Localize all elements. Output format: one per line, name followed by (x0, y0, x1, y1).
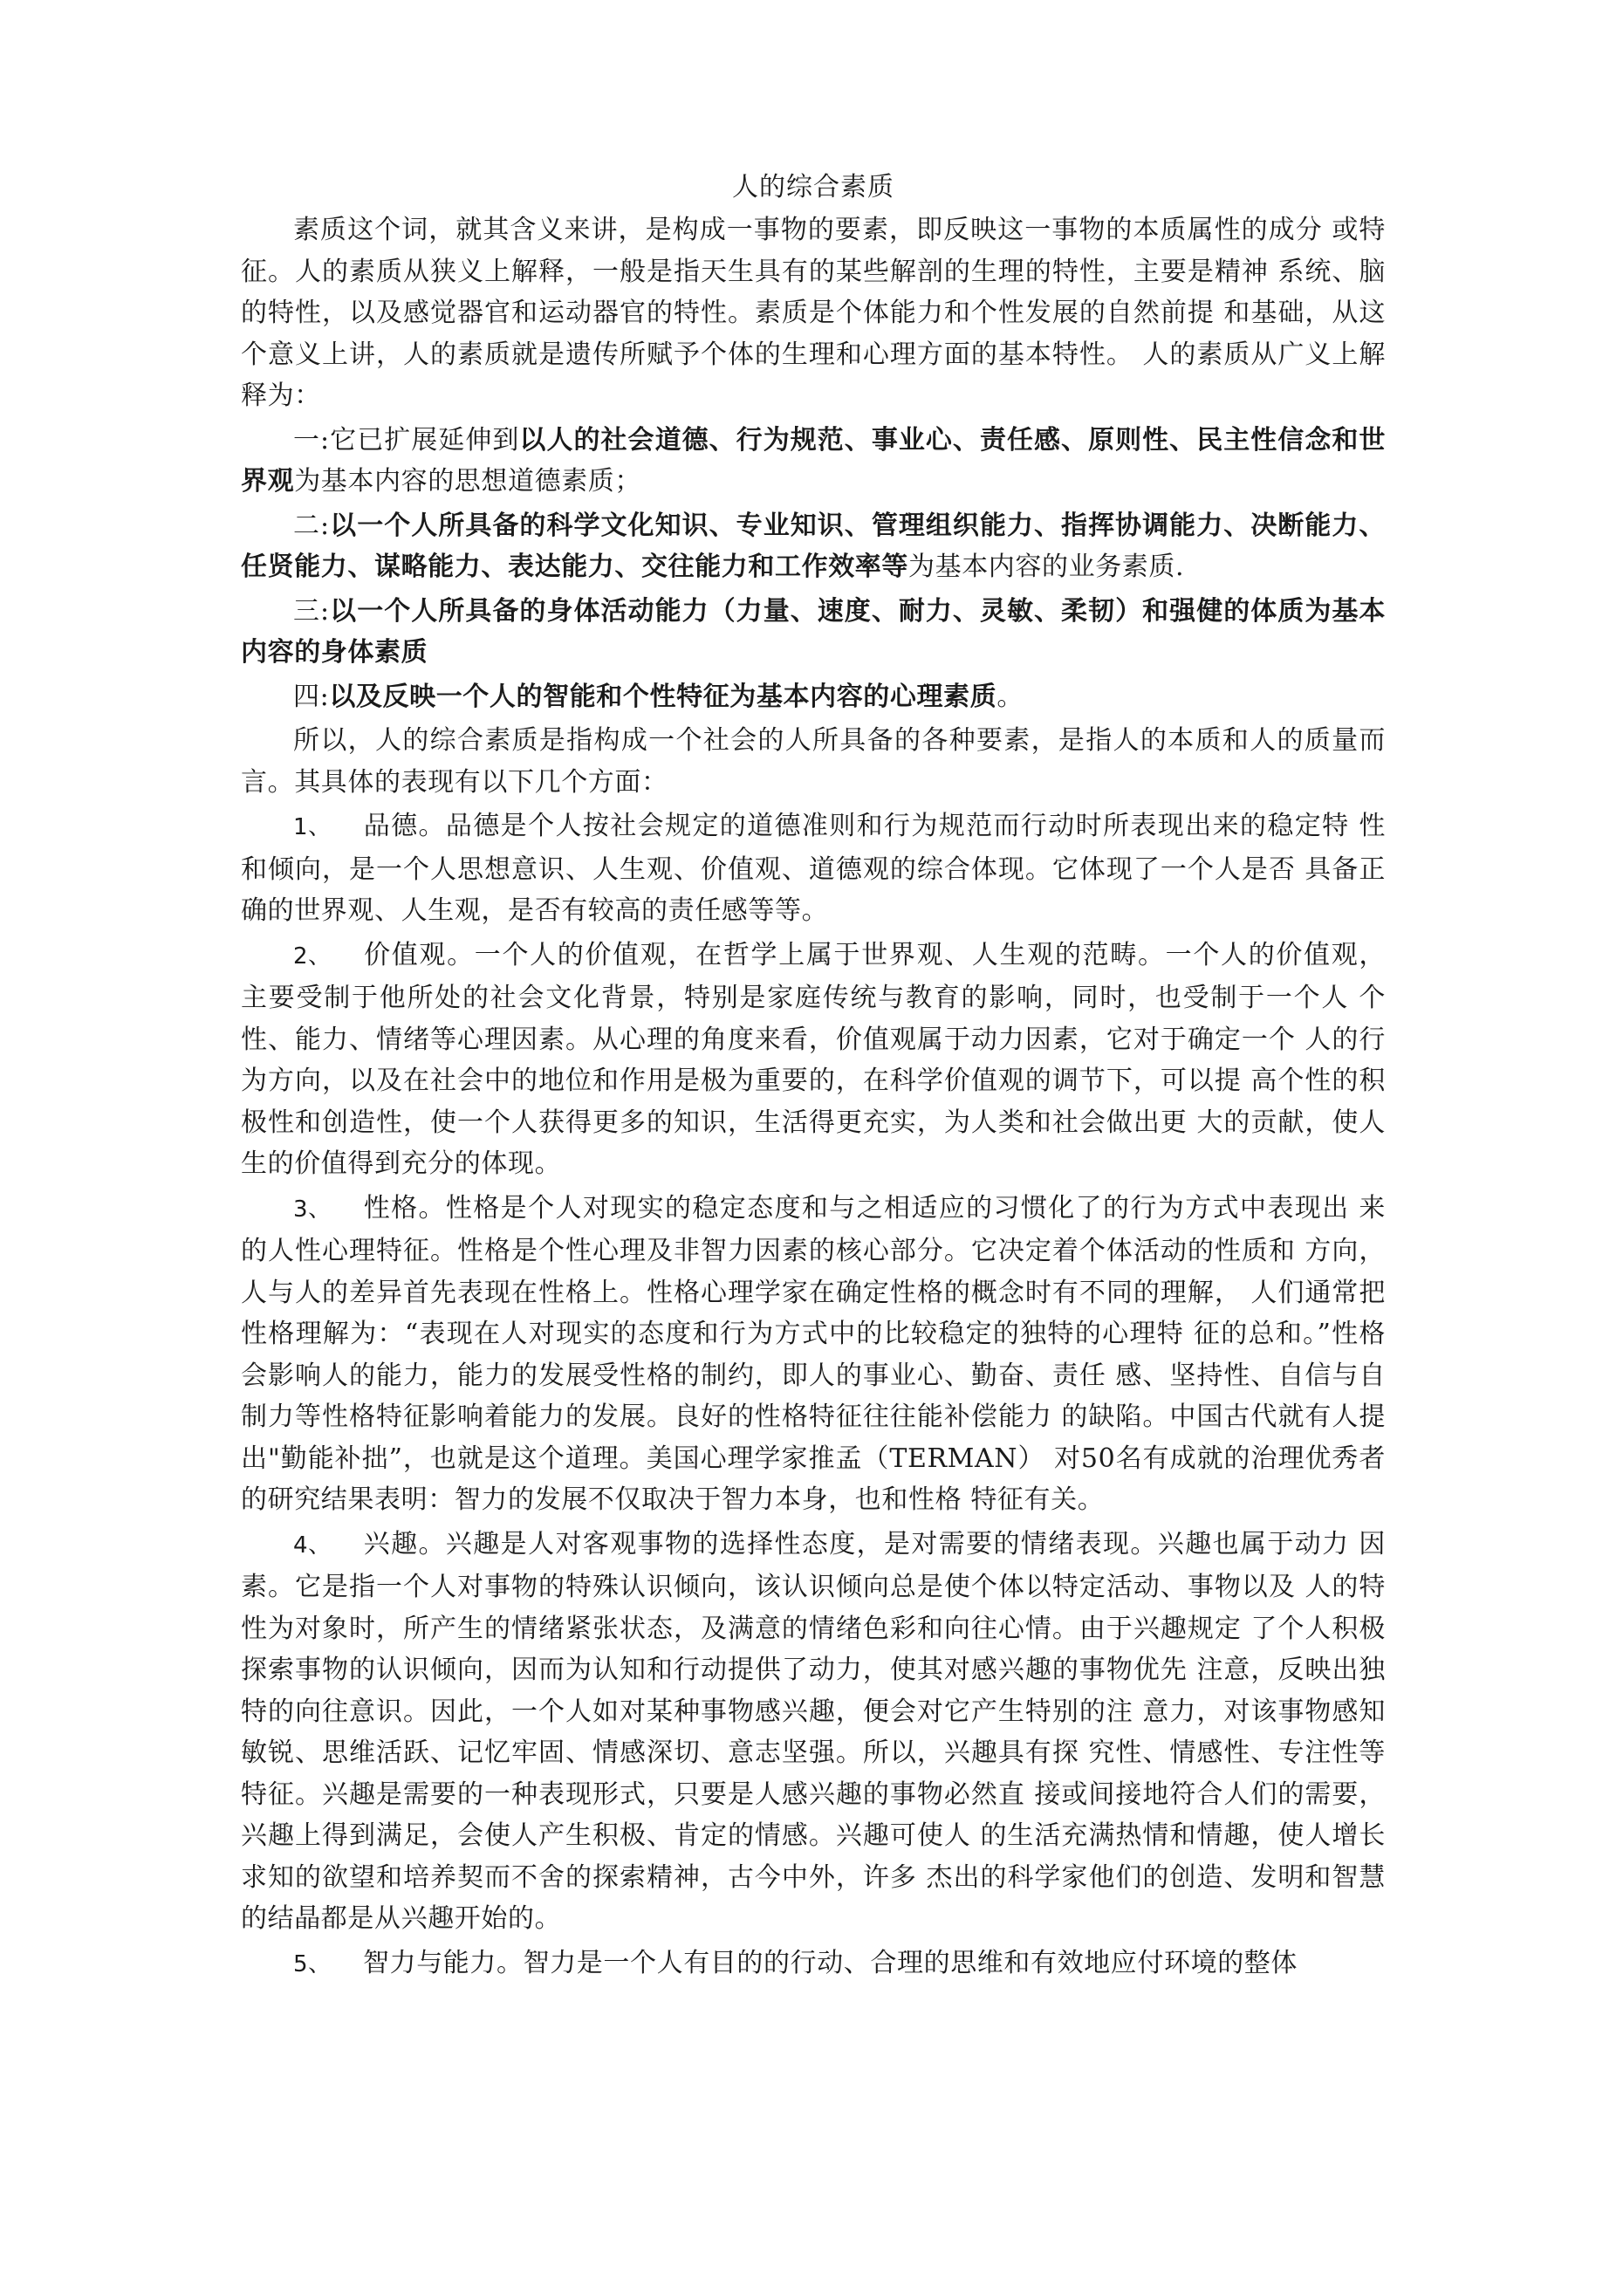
section-4-text: 兴趣。兴趣是人对客观事物的选择性态度，是对需要的情绪表现。兴趣也属于动力 因素。它是指一个人对事物的特殊认识倾向，该认识倾向总是使个体以特定活动、事物以及 人的特性为对象时，所产生的情绪紧张状态，及满意的情绪色彩和向往心情。由于兴趣规定 了个人积极探索事物的认识倾向，因而为认知和行动提供了动力，使其对感兴趣的事物优先 注意，反映出独特的向往意识。因此，一个人如对某种事物感兴趣，便会对它产生特别的注 意力，对该事物感知敏锐、思维活跃、记忆牢固、情感深切、意志坚强。所以，兴趣具有探 究性、情感性、专注性等特征。兴趣是需要的一种表现形式，只要是人感兴趣的事物必然直 接或间接地符合人们的需要，兴趣上得到满足，会使人产生积极、肯定的情感。兴趣可使人 的生活充满热情和情趣，使人增长求知的欲望和培养契而不舍的探索精神，古今中外，许多 杰出的科学家他们的创造、发明和智慧的结晶都是从兴趣开始的。 (241, 1528, 1386, 1934)
section-3 (241, 1188, 1386, 1521)
quality-item-4-suffix: 。 (996, 681, 1024, 712)
intro-paragraph: 素质这个词，就其含义来讲，是构成一事物的要素，即反映这一事物的本质属性的成分 或特征。人的素质从狭义上解释，一般是指天生具有的某些解剖的生理的特性，主要是精神 系统、脑的特性，以及感觉器官和运动器官的特性。素质是个体能力和个性发展的自然前提 和基础，从这个意义上讲，人的素质就是遗传所赋予个体的生理和心理方面的基本特性。 人的素质从广义上解释为： (241, 215, 1386, 411)
section-2 (241, 935, 1386, 1185)
quality-item-4 (241, 676, 1386, 718)
section-2-text: 价值观。一个人的价值观，在哲学上属于世界观、人生观的范畴。一个人的价值观， 主要受制于他所处的社会文化背景，特别是家庭传统与教育的影响，同时，也受制于一个人 个性、能力、情绪等心理因素。从心理的角度来看，价值观属于动力因素，它对于确定一个 人的行为方向，以及在社会中的地位和作用是极为重要的，在科学价值观的调节下，可以提 高个性的积极性和创造性，使一个人获得更多的知识，生活得更充实，为人类和社会做出更 大的贡献，使人生的价值得到充分的体现。 (241, 939, 1386, 1179)
section-5 (241, 1943, 1386, 1986)
quality-item-1 (241, 420, 1386, 503)
quality-item-1-prefix: 一:它已扩展延伸到 (293, 424, 520, 456)
quality-item-2-prefix: 二: (293, 510, 330, 541)
section-4 (241, 1524, 1386, 1940)
quality-item-2 (241, 505, 1386, 588)
quality-item-2-bold: 以一个人所具备的科学文化知识、专业知识、管理组织能力、指挥协调能力、决断能力、任贤能力、谋略能力、表达能力、交往能力和工作效率等 (241, 510, 1386, 582)
section-3-number: 3、 (293, 1196, 332, 1223)
quality-item-3-bold: 以一个人所具备的身体活动能力（力量、速度、耐力、灵敏、柔韧）和强健的体质为基本内容的身体素质 (241, 595, 1386, 668)
section-1-number: 1、 (293, 814, 332, 840)
quality-item-3 (241, 591, 1386, 674)
document-title: 人的综合素质 (732, 172, 894, 202)
quality-item-3-prefix: 三: (293, 595, 330, 627)
section-5-number: 5、 (293, 1950, 332, 1977)
quality-item-1-suffix: 为基本内容的思想道德素质； (294, 466, 642, 497)
section-5-text: 智力与能力。智力是一个人有目的的行动、合理的思维和有效地应付环境的整体 (363, 1947, 1298, 1978)
section-2-number: 2、 (293, 942, 332, 970)
summary-paragraph: 所以，人的综合素质是指构成一个社会的人所具备的各种要素，是指人的本质和人的质量而言。其具体的表现有以下几个方面： (241, 725, 1386, 798)
quality-item-1-bold: 以人的社会道德、行为规范、事业心、责任感、原则性、民主性信念和世界观 (241, 424, 1386, 497)
section-1 (241, 805, 1386, 932)
quality-item-4-bold: 以及反映一个人的智能和个性特征为基本内容的心理素质 (329, 681, 997, 712)
quality-item-4-prefix: 四: (293, 681, 330, 712)
section-3-text: 性格。性格是个人对现实的稳定态度和与之相适应的习惯化了的行为方式中表现出 来的人性心理特征。性格是个性心理及非智力因素的核心部分。它决定着个体活动的性质和 方向，人与人的差异首先表现在性格上。性格心理学家在确定性格的概念时有不同的理解， 人们通常把性格理解为：“表现在人对现实的态度和行为方式中的比较稳定的独特的心理特 征的总和。”性格会影响人的能力，能力的发展受性格的制约，即人的事业心、勤奋、责任 感、坚持性、自信与自制力等性格特征影响着能力的发展。良好的性格特征往往能补偿能力 的缺陷。中国古代就有人提出"勤能补拙”，也就是这个道理。美国心理学家推孟（TERMAN） 对50名有成就的治理优秀者的研究结果表明：智力的发展不仅取决于智力本身，也和性格 特征有关。 (241, 1192, 1386, 1515)
section-4-number: 4、 (293, 1532, 332, 1559)
quality-item-2-suffix: 为基本内容的业务素质. (908, 552, 1185, 582)
section-1-text: 品德。品德是个人按社会规定的道德准则和行为规范而行动时所表现出来的稳定特 性和倾向，是一个人思想意识、人生观、价值观、道德观的综合体现。它体现了一个人是否 具备正确的世界观、人生观，是否有较高的责任感等等。 (241, 811, 1386, 926)
document-body (241, 168, 1386, 1988)
